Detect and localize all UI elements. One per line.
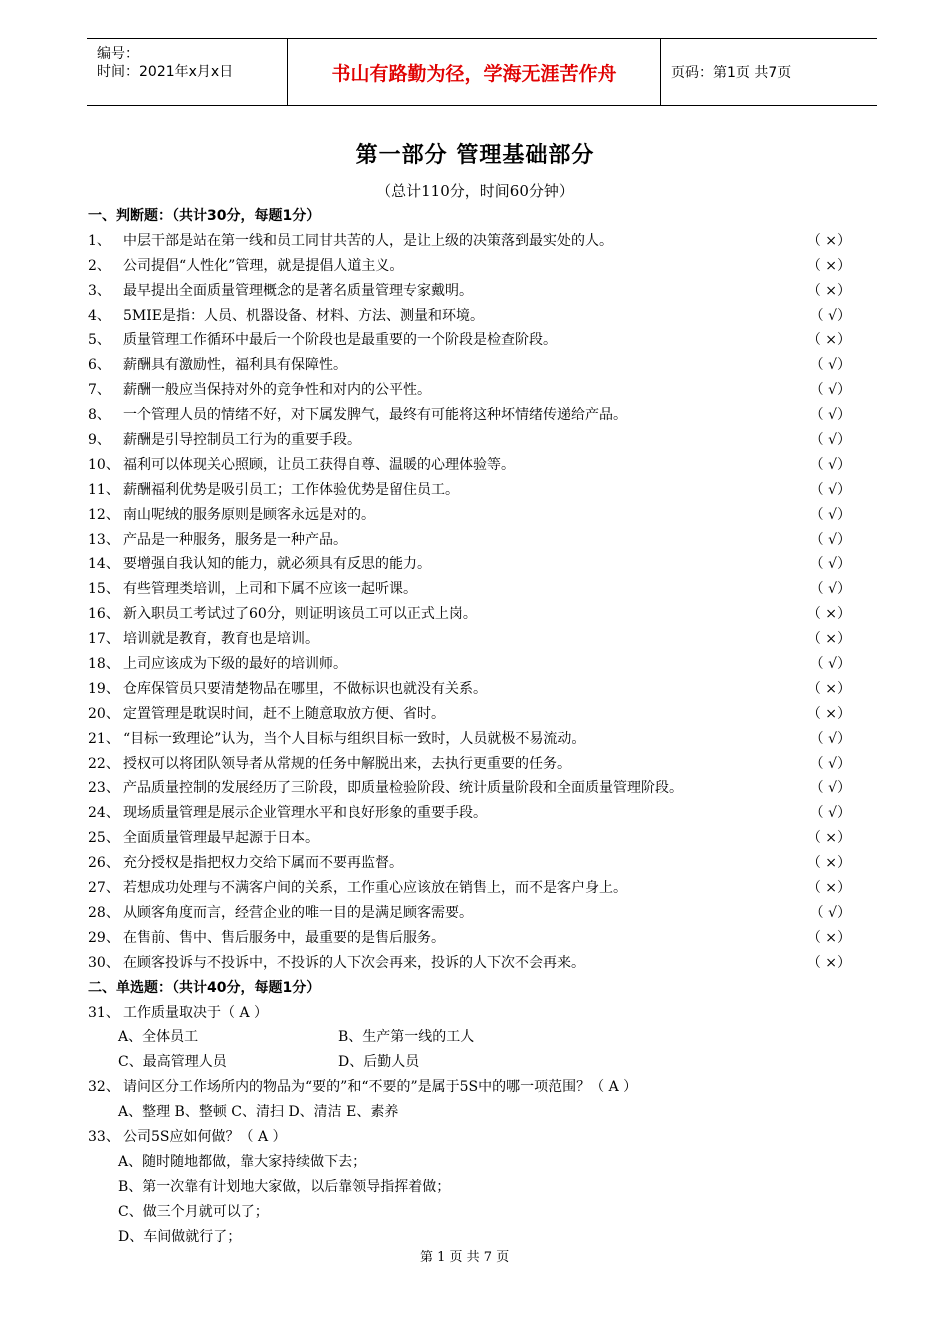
answer-mark: （ √） (809, 730, 851, 747)
list-item (88, 353, 863, 378)
list-item (88, 378, 863, 403)
question-32-options: A、整理 B、整顿 C、清扫 D、清洁 E、素养 (118, 1104, 399, 1121)
list-item (88, 702, 863, 727)
list-item (88, 652, 863, 677)
question-text: 薪酬一般应当保持对外的竞争性和对内的公平性。 (123, 382, 431, 399)
question-number: 11、 (88, 481, 120, 498)
question-text: 全面质量管理最早起源于日本。 (123, 830, 319, 847)
question-text: 若想成功处理与不满客户间的关系，工作重心应该放在销售上，而不是客户身上。 (123, 880, 627, 897)
option-c: C、最高管理人员 (118, 1054, 227, 1071)
question-31 (88, 1001, 863, 1026)
answer-mark: （ √） (809, 556, 851, 573)
answer-mark: （ ×） (806, 282, 851, 299)
question-text: 公司5S应如何做？（ A ） (123, 1128, 287, 1145)
answer-mark: （ √） (809, 531, 851, 548)
question-text: 5MIE是指：人员、机器设备、材料、方法、测量和环境。 (123, 307, 484, 324)
answer-mark: （ ×） (806, 631, 851, 648)
option-d: D、车间做就行了； (118, 1228, 242, 1245)
answer-mark: （ √） (809, 780, 851, 797)
list-item (88, 577, 863, 602)
question-text: 在售前、售中、售后服务中，最重要的是售后服务。 (123, 929, 445, 946)
list-item (88, 254, 863, 279)
answer-mark: （ ×） (806, 929, 851, 946)
question-text: 薪酬是引导控制员工行为的重要手段。 (123, 432, 361, 449)
answer-mark: （ √） (809, 481, 851, 498)
question-number: 8、 (88, 407, 111, 424)
question-text: 南山呢绒的服务原则是顾客永远是对的。 (123, 506, 375, 523)
answer-mark: （ ×） (806, 880, 851, 897)
question-text: 现场质量管理是展示企业管理水平和良好形象的重要手段。 (123, 805, 487, 822)
question-number: 31、 (88, 1004, 120, 1021)
header-table (87, 38, 877, 106)
question-number: 17、 (88, 631, 120, 648)
question-text: 在顾客投诉与不投诉中，不投诉的人下次会再来，投诉的人下次不会再来。 (123, 954, 585, 971)
question-number: 9、 (88, 432, 111, 449)
question-number: 1、 (88, 232, 111, 249)
question-text: 薪酬具有激励性，福利具有保障性。 (123, 357, 347, 374)
question-32 (88, 1075, 863, 1100)
question-number: 23、 (88, 780, 120, 797)
header-info-cell (87, 39, 288, 105)
question-number: 24、 (88, 805, 120, 822)
list-item (88, 304, 863, 329)
question-number: 15、 (88, 581, 120, 598)
question-33 (88, 1125, 863, 1150)
list-item (88, 826, 863, 851)
question-text: 新入职员工考试过了60分，则证明该员工可以正式上岗。 (123, 606, 477, 623)
question-text: 工作质量取决于（ A ） (123, 1004, 269, 1021)
question-text: 中层干部是站在第一线和员工同甘共苦的人，是让上级的决策落到最实处的人。 (123, 232, 613, 249)
list-item (88, 453, 863, 478)
list-item (88, 478, 863, 503)
question-text: 定置管理是耽误时间，赶不上随意取放方便、省时。 (123, 705, 445, 722)
list-item (88, 602, 863, 627)
header-page-info: 页码：第1页 共7页 (671, 65, 792, 81)
answer-mark: （ ×） (806, 232, 851, 249)
question-text: 要增强自我认知的能力，就必须具有反思的能力。 (123, 556, 431, 573)
option-b: B、生产第一线的工人 (338, 1029, 475, 1046)
list-item (88, 403, 863, 428)
question-text: 最早提出全面质量管理概念的是著名质量管理专家戴明。 (123, 282, 473, 299)
true-false-list (88, 229, 863, 976)
question-text: 产品质量控制的发展经历了三阶段，即质量检验阶段、统计质量阶段和全面质量管理阶段。 (123, 780, 683, 797)
question-text: 一个管理人员的情绪不好，对下属发脾气，最终有可能将这种坏情绪传递给产品。 (123, 407, 627, 424)
list-item (88, 926, 863, 951)
question-number: 27、 (88, 880, 120, 897)
answer-mark: （ ×） (806, 954, 851, 971)
list-item (88, 552, 863, 577)
question-31-options-row2 (88, 1050, 863, 1075)
answer-mark: （ ×） (806, 855, 851, 872)
list-item (88, 801, 863, 826)
question-text: 请问区分工作场所内的物品为“要的”和“不要的”是属于5S中的哪一项范围？（ A ） (123, 1079, 638, 1096)
question-number: 7、 (88, 382, 111, 399)
page-title: 第一部分 管理基础部分 (355, 143, 595, 168)
question-number: 26、 (88, 855, 120, 872)
question-number: 5、 (88, 332, 111, 349)
code-label: 编号： (97, 46, 139, 62)
list-item (88, 727, 863, 752)
question-text: 产品是一种服务，服务是一种产品。 (123, 531, 347, 548)
option-c: C、做三个月就可以了； (118, 1203, 269, 1220)
answer-mark: （ √） (809, 581, 851, 598)
answer-mark: （ √） (809, 357, 851, 374)
question-text: 福利可以体现关心照顾，让员工获得自尊、温暖的心理体验等。 (123, 456, 515, 473)
answer-mark: （ √） (809, 656, 851, 673)
question-number: 32、 (88, 1079, 120, 1096)
list-item (88, 627, 863, 652)
answer-mark: （ √） (809, 307, 851, 324)
question-text: 培训就是教育，教育也是培训。 (123, 631, 319, 648)
option-b: B、第一次靠有计划地大家做，以后靠领导指挥着做； (118, 1178, 451, 1195)
question-number: 6、 (88, 357, 111, 374)
question-text: 上司应该成为下级的最好的培训师。 (123, 656, 347, 673)
question-text: 仓库保管员只要清楚物品在哪里，不做标识也就没有关系。 (123, 680, 487, 697)
question-text: 公司提倡“人性化”管理，就是提倡人道主义。 (123, 257, 404, 274)
answer-mark: （ √） (809, 904, 851, 921)
question-text: 薪酬福利优势是吸引员工；工作体验优势是留住员工。 (123, 481, 459, 498)
list-item (88, 876, 863, 901)
question-text: 从顾客角度而言，经营企业的唯一目的是满足顾客需要。 (123, 904, 473, 921)
list-item (88, 677, 863, 702)
list-item (88, 428, 863, 453)
question-number: 2、 (88, 257, 111, 274)
time-label: 时间：2021年x月x日 (97, 64, 234, 80)
question-number: 21、 (88, 730, 120, 747)
question-number: 20、 (88, 705, 120, 722)
list-item (88, 279, 863, 304)
question-number: 22、 (88, 755, 120, 772)
list-item (88, 229, 863, 254)
answer-mark: （ √） (809, 755, 851, 772)
list-item (88, 901, 863, 926)
document-content (88, 204, 863, 1249)
page-footer: 第 1 页 共 7 页 (420, 1250, 510, 1265)
question-text: 质量管理工作循环中最后一个阶段也是最重要的一个阶段是检查阶段。 (123, 332, 557, 349)
question-text: “目标一致理论”认为，当个人目标与组织目标一致时，人员就极不易流动。 (123, 730, 586, 747)
list-item (88, 776, 863, 801)
answer-mark: （ ×） (806, 606, 851, 623)
question-number: 29、 (88, 929, 120, 946)
question-text: 充分授权是指把权力交给下属而不要再监督。 (123, 855, 403, 872)
answer-mark: （ √） (809, 456, 851, 473)
list-item (88, 528, 863, 553)
question-number: 25、 (88, 830, 120, 847)
answer-mark: （ √） (809, 805, 851, 822)
question-number: 10、 (88, 456, 120, 473)
option-d: D、后勤人员 (338, 1054, 420, 1071)
question-number: 13、 (88, 531, 120, 548)
list-item (88, 503, 863, 528)
list-item (88, 328, 863, 353)
question-text: 授权可以将团队领导者从常规的任务中解脱出来，去执行更重要的任务。 (123, 755, 571, 772)
answer-mark: （ √） (809, 432, 851, 449)
list-item (88, 951, 863, 976)
header-motto: 书山有路勤为径，学海无涯苦作舟 (288, 39, 661, 105)
list-item (88, 752, 863, 777)
option-a: A、全体员工 (118, 1029, 199, 1046)
option-a: A、随时随地都做，靠大家持续做下去； (118, 1153, 367, 1170)
question-text: 有些管理类培训，上司和下属不应该一起听课。 (123, 581, 417, 598)
question-number: 28、 (88, 904, 120, 921)
answer-mark: （ ×） (806, 680, 851, 697)
question-number: 19、 (88, 680, 120, 697)
question-number: 4、 (88, 307, 111, 324)
answer-mark: （ ×） (806, 830, 851, 847)
question-number: 12、 (88, 506, 120, 523)
answer-mark: （ √） (809, 506, 851, 523)
question-number: 18、 (88, 656, 120, 673)
answer-mark: （ √） (809, 382, 851, 399)
question-31-options-row1 (88, 1025, 863, 1050)
question-number: 14、 (88, 556, 120, 573)
question-number: 3、 (88, 282, 111, 299)
question-number: 16、 (88, 606, 120, 623)
answer-mark: （ ×） (806, 332, 851, 349)
answer-mark: （ √） (809, 407, 851, 424)
question-number: 33、 (88, 1128, 120, 1145)
list-item (88, 851, 863, 876)
section1-heading: 一、判断题：（共计30分，每题1分） (88, 208, 321, 224)
answer-mark: （ ×） (806, 705, 851, 722)
question-number: 30、 (88, 954, 120, 971)
answer-mark: （ ×） (806, 257, 851, 274)
section2-heading: 二、单选题：（共计40分，每题1分） (88, 979, 321, 996)
page-subtitle: （总计110分，时间60分钟） (376, 182, 574, 200)
